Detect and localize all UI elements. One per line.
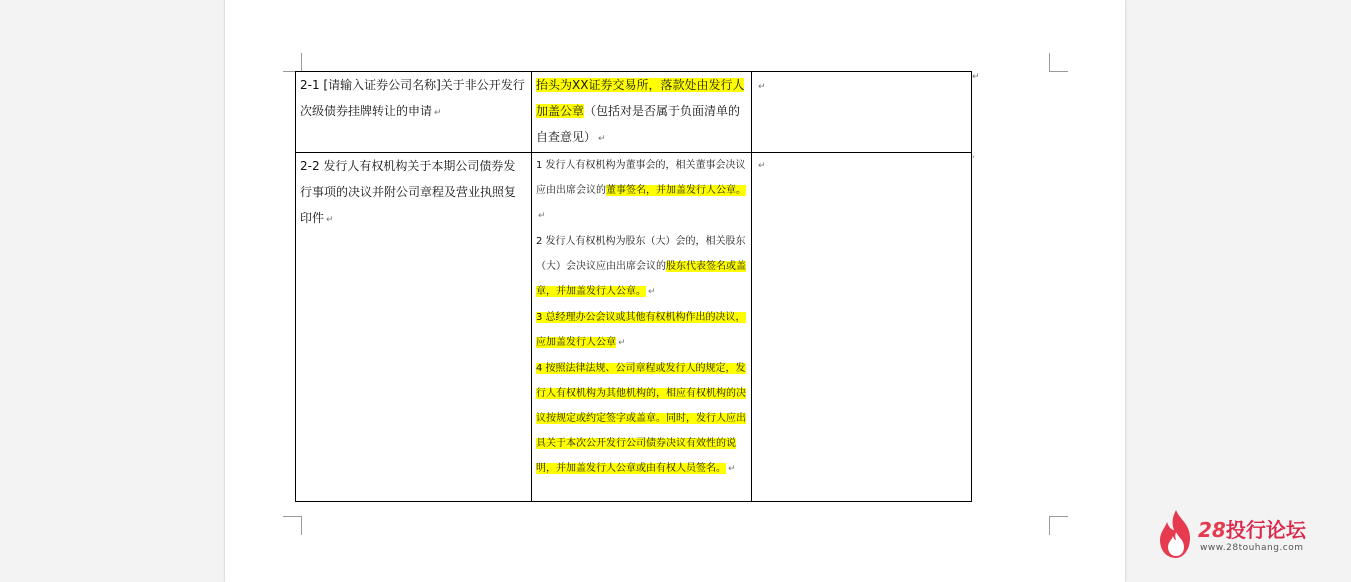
paragraph-mark-icon: ↵	[758, 161, 766, 171]
paragraph-mark-icon: ↵	[728, 464, 736, 474]
requirement-item	[536, 305, 747, 356]
table-row	[296, 72, 972, 153]
requirement-text: 2 发行人有权机构为股东（大）会的，相关股东（大）会决议应由出席会议的	[536, 236, 746, 272]
paragraph-mark-icon: ↵	[618, 338, 626, 348]
document-table	[295, 71, 975, 502]
paragraph-mark-icon: ↵	[326, 215, 334, 225]
row-end-mark-icon: ↵	[972, 72, 980, 82]
table-cell-requirement[interactable]	[532, 153, 752, 502]
watermark-title: 28投行论坛	[1198, 518, 1306, 542]
table-cell-empty[interactable]	[752, 72, 972, 153]
paragraph-mark-icon: ↵	[598, 134, 606, 144]
highlighted-text: 抬头为XX证券交易所，落款处由发行人加盖公章	[536, 78, 745, 118]
margin-corner-top-left	[283, 53, 302, 72]
flame-icon	[1156, 508, 1196, 560]
requirement-item	[536, 153, 747, 229]
paragraph-mark-icon: ↵	[538, 211, 546, 221]
paragraph-mark-icon: ↵	[648, 287, 656, 297]
table-cell-empty[interactable]	[752, 153, 975, 502]
highlighted-text: 3 总经理办公会议或其他有权机构作出的决议，应加盖发行人公章	[536, 312, 746, 348]
table-row	[296, 153, 972, 502]
table-cell-item-name[interactable]	[296, 72, 532, 153]
highlighted-text: 董事签名，并加盖发行人公章。	[606, 185, 746, 196]
requirement-item	[536, 356, 747, 482]
requirement-item	[536, 229, 747, 305]
watermark-logo	[1156, 506, 1336, 562]
margin-corner-top-right	[1049, 53, 1068, 72]
highlighted-text: 4 按照法律法规、公司章程或发行人的规定，发行人有权机构为其他机构的，相应有权机构的决议按规定或约定签字或盖章。同时，发行人应出具关于本次公开发行公司债券决议有效性的说明，并加盖发行人公章或由有权人员签名。	[536, 363, 746, 474]
highlighted-text: 股东代表签名或盖章，并加盖发行人公章。	[536, 261, 746, 297]
margin-corner-bottom-right	[1049, 516, 1068, 535]
requirement-text: 1 发行人有权机构为董事会的，相关董事会决议应由出席会议的	[536, 160, 746, 196]
item-name-text: 2-2 发行人有权机构关于本期公司债券发行事项的决议并附公司章程及营业执照复印件	[300, 159, 517, 225]
row-end-mark-icon: '	[972, 155, 975, 165]
requirement-text: （包括对是否属于负面清单的自查意见）	[536, 104, 741, 144]
table-cell-item-name[interactable]	[296, 153, 532, 502]
paragraph-mark-icon: ↵	[758, 82, 766, 92]
watermark-url: www.28touhang.com	[1200, 543, 1304, 553]
item-name-text: 2-1 [请输入证券公司名称]关于非公开发行次级债券挂牌转让的申请	[300, 78, 525, 118]
table-cell-requirement[interactable]	[532, 72, 752, 153]
paragraph-mark-icon: ↵	[434, 108, 442, 118]
margin-corner-bottom-left	[283, 516, 302, 535]
